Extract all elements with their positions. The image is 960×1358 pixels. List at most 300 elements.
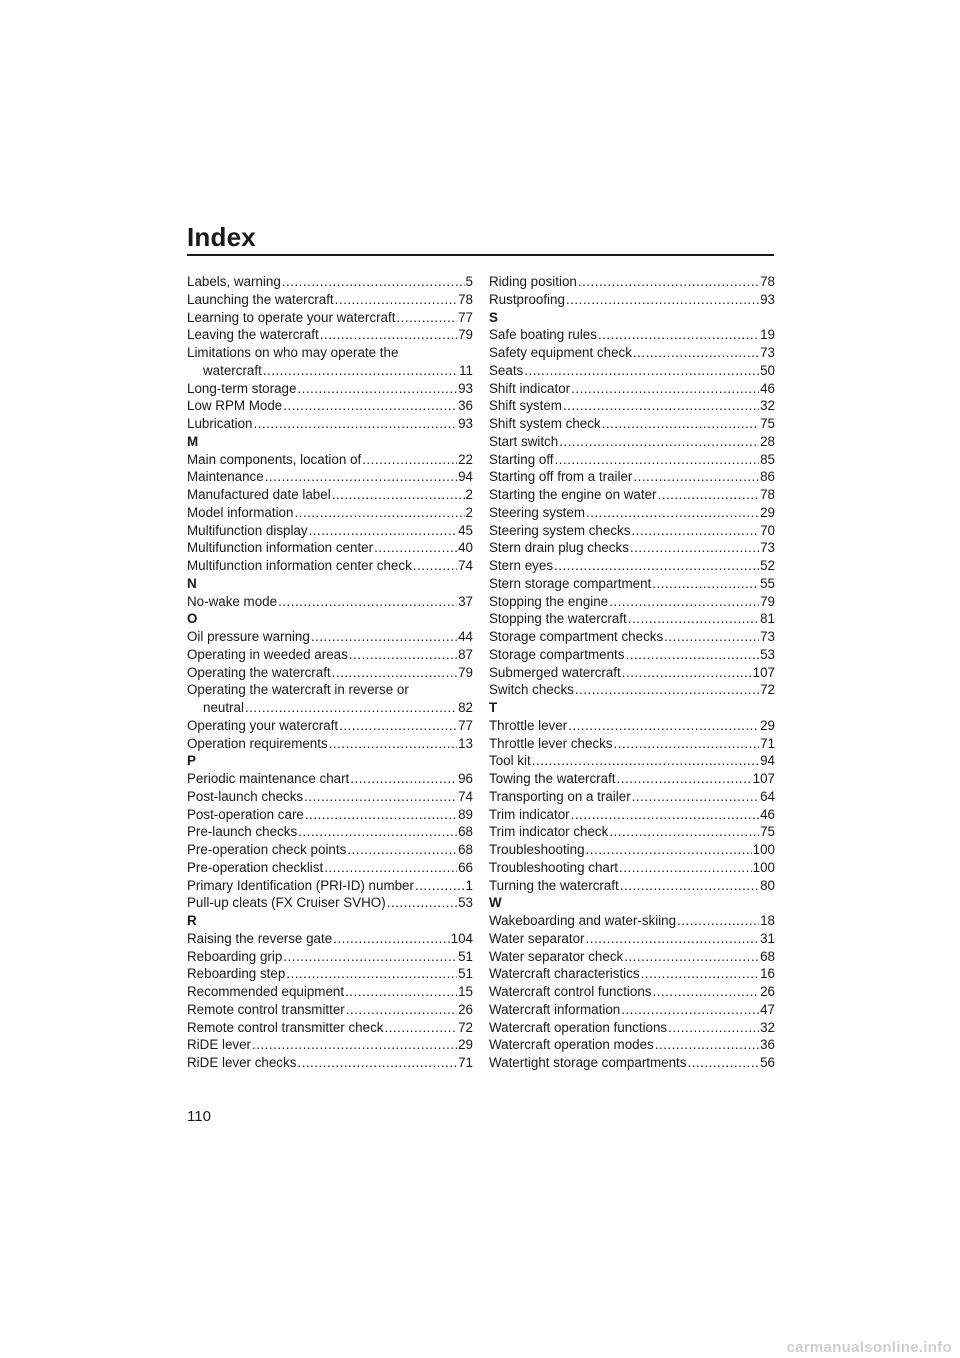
index-entry-page: 26 [760, 984, 775, 999]
index-entry-term: Periodic maintenance chart [187, 771, 350, 786]
dot-leader [347, 841, 457, 859]
index-entry-page: 56 [760, 1055, 775, 1070]
index-entry [489, 557, 775, 575]
index-entry-page: 55 [760, 575, 775, 591]
index-entry-page: 32 [760, 1019, 775, 1035]
dot-leader [254, 415, 458, 433]
index-entry-term: Watercraft control functions [489, 984, 652, 999]
index-entry [489, 380, 775, 398]
index-entry [489, 326, 775, 344]
index-entry [187, 664, 473, 682]
index-entry-term: Long-term storage [187, 380, 297, 396]
dot-leader [630, 539, 759, 557]
index-entry [489, 344, 775, 362]
index-column-left [187, 273, 473, 1072]
index-entry-term: Operating in weeded areas [187, 646, 348, 662]
dot-leader [586, 504, 759, 522]
index-entry-term: Shift indicator [489, 380, 571, 396]
index-section-letter: R [187, 913, 197, 928]
index-entry-page: 96 [458, 771, 473, 786]
index-entry-term: Transporting on a trailer [489, 788, 631, 804]
index-entry [489, 948, 775, 966]
index-entry-term: Manufactured date label [187, 487, 331, 502]
index-entry [187, 1054, 473, 1072]
dot-leader [652, 575, 759, 593]
dot-leader [278, 593, 457, 611]
index-entry-term: watercraft [203, 362, 262, 378]
index-entry-term: Stern drain plug checks [489, 540, 629, 556]
index-entry-page: 73 [760, 345, 775, 360]
index-entry-page: 72 [760, 682, 775, 698]
index-entry-term: Shift system check [489, 416, 601, 431]
index-entry-page: 89 [458, 806, 473, 822]
index-entry-term: Towing the watercraft [489, 771, 616, 786]
index-entry-page: 32 [760, 398, 775, 414]
index-entry-term: Trim indicator [489, 806, 570, 822]
dot-leader [309, 522, 458, 540]
index-entry-page: 28 [760, 433, 775, 449]
index-entry-page: 52 [760, 558, 775, 573]
dot-leader [664, 628, 759, 646]
dot-leader [598, 326, 759, 344]
index-entry-term: Main components, location of [187, 451, 362, 467]
index-section-letter: M [187, 433, 199, 449]
index-entry-term: Learning to operate your watercraft [187, 309, 396, 325]
index-entry-term: Rustproofing [489, 291, 565, 307]
watermark-text: carmanualsonline.info [786, 1339, 952, 1356]
index-entry-term: Turning the watercraft [489, 877, 619, 893]
index-entry-page: 77 [458, 717, 473, 733]
dot-leader [555, 451, 760, 469]
dot-leader [345, 983, 457, 1001]
index-entry-term: Storage compartment checks [489, 629, 664, 644]
index-entry [187, 451, 473, 469]
index-entry [187, 699, 473, 717]
index-entry-term: Pre-operation check points [187, 842, 347, 857]
dot-leader [619, 859, 752, 877]
index-entry-term: Model information [187, 504, 294, 520]
index-entry-term: Watercraft operation functions [489, 1019, 668, 1035]
index-entry-term: RiDE lever [187, 1037, 251, 1053]
index-entry [489, 522, 775, 540]
dot-leader [568, 717, 759, 735]
index-entry [187, 1036, 473, 1054]
index-entry-page: 94 [760, 753, 775, 769]
index-entry [489, 1001, 775, 1019]
index-entry-term: Oil pressure warning [187, 629, 310, 644]
index-entry [489, 859, 775, 877]
dot-leader [578, 273, 759, 291]
index-section-letter: W [489, 895, 502, 911]
index-entry-term: Seats [489, 362, 524, 378]
index-entry-page: 74 [458, 788, 473, 804]
dot-leader [339, 717, 457, 735]
index-entry-term: Low RPM Mode [187, 398, 283, 414]
index-entry [489, 628, 775, 646]
dot-leader [586, 930, 760, 948]
index-entry-term: Troubleshooting [489, 842, 585, 857]
index-entry [187, 291, 473, 309]
index-entry-term: Water separator check [489, 948, 624, 964]
index-entry [187, 628, 473, 646]
dot-leader [609, 593, 759, 611]
page-title: Index [187, 222, 256, 252]
index-entry [187, 415, 473, 433]
index-entry-page: 18 [760, 913, 775, 928]
dot-leader [633, 468, 759, 486]
index-entry [489, 770, 775, 788]
index-entry [489, 841, 775, 859]
dot-leader [614, 735, 760, 753]
index-section-letter: N [187, 575, 197, 591]
dot-leader [617, 770, 752, 788]
index-entry [187, 557, 473, 575]
index-entry-term: Raising the reverse gate [187, 930, 333, 946]
index-entry [489, 912, 775, 930]
index-entry-term: Leaving the watercraft [187, 327, 319, 343]
index-entry-term: Troubleshooting chart [489, 859, 619, 875]
index-entry-term: Pre-launch checks [187, 824, 298, 840]
index-entry [187, 894, 473, 912]
index-entry-page: 78 [760, 274, 775, 289]
index-entry-term: Recommended equipment [187, 984, 345, 999]
dot-leader [622, 664, 752, 682]
dot-leader [265, 468, 457, 486]
index-entry [489, 930, 775, 948]
index-entry [187, 823, 473, 841]
index-entry-page: 82 [458, 700, 473, 715]
dot-leader [283, 397, 457, 415]
dot-leader [586, 841, 752, 859]
index-entry-term: Primary Identification (PRI-ID) number [187, 877, 414, 893]
dot-leader [658, 486, 760, 504]
index-entry-page: 50 [760, 362, 775, 378]
index-entry-term: Stopping the watercraft [489, 611, 627, 627]
dot-leader [621, 1001, 759, 1019]
index-entry-term: Stern eyes [489, 558, 554, 573]
dot-leader [282, 273, 465, 291]
index-entry [187, 468, 473, 486]
dot-leader [329, 735, 457, 753]
index-entry [187, 806, 473, 824]
index-entry-page: 11 [459, 362, 473, 378]
dot-leader [346, 1001, 457, 1019]
index-entry-term: Pull-up cleats (FX Cruiser SVHO) [187, 895, 386, 911]
index-entry [489, 593, 775, 611]
dot-leader [387, 894, 457, 912]
index-entry-page: 79 [760, 593, 775, 609]
index-entry-term: Lubrication [187, 416, 253, 431]
index-entry-page: 79 [458, 327, 473, 343]
dot-leader [653, 983, 760, 1001]
dot-leader [628, 610, 759, 628]
index-entry-page: 64 [760, 788, 775, 804]
dot-leader [362, 451, 457, 469]
index-entry [489, 717, 775, 735]
dot-leader [668, 1019, 759, 1037]
index-entry [489, 362, 775, 380]
index-entry-page: 78 [458, 291, 473, 307]
index-entry-page: 87 [458, 646, 473, 662]
index-entry-page: 36 [458, 398, 473, 414]
index-entry-term: Storage compartments [489, 646, 625, 662]
index-entry [489, 610, 775, 628]
index-entry-page: 44 [458, 629, 473, 644]
index-entry-page: 68 [760, 948, 775, 964]
index-section-letter: O [187, 611, 198, 627]
index-entry-page: 104 [450, 930, 473, 946]
index-entry-page: 93 [458, 416, 473, 431]
dot-leader [332, 486, 465, 504]
page-number: 110 [187, 1108, 211, 1125]
index-entry-page: 37 [458, 593, 473, 609]
index-entry [187, 522, 473, 540]
dot-leader [677, 912, 759, 930]
index-entry-page: 79 [458, 664, 473, 680]
index-entry-page: 45 [458, 522, 473, 538]
dot-leader [571, 806, 759, 824]
index-entry-page: 73 [760, 540, 775, 556]
dot-leader [384, 1019, 457, 1037]
index-entry-page: 74 [458, 558, 473, 573]
index-entry [489, 575, 775, 593]
index-entry-page: 51 [458, 966, 473, 982]
dot-leader [687, 1054, 759, 1072]
index-entry-text: Operating the watercraft in reverse or [187, 682, 409, 698]
dot-leader [324, 859, 457, 877]
index-entry-term: Trim indicator check [489, 824, 609, 840]
index-entry [489, 788, 775, 806]
index-entry [489, 291, 775, 309]
index-entry [489, 646, 775, 664]
index-entry-term: Stern storage compartment [489, 575, 652, 591]
dot-leader [297, 1054, 457, 1072]
dot-leader [609, 823, 759, 841]
dot-leader [252, 1036, 457, 1054]
index-entry-page: 100 [752, 859, 775, 875]
index-entry [187, 380, 473, 398]
dot-leader [655, 1036, 759, 1054]
dot-leader [633, 344, 759, 362]
index-entry [187, 309, 473, 327]
index-entry-term: Water separator [489, 930, 585, 946]
index-entry-page: 26 [458, 1001, 473, 1017]
index-entry [187, 788, 473, 806]
index-entry-term: Labels, warning [187, 274, 281, 289]
index-entry-term: Remote control transmitter check [187, 1019, 384, 1035]
index-entry-term: neutral [203, 700, 244, 715]
dot-leader [415, 877, 465, 895]
index-entry [187, 486, 473, 504]
dot-leader [263, 362, 458, 380]
index-entry-page: 53 [760, 646, 775, 662]
index-entry-term: Shift system [489, 398, 562, 414]
dot-leader [305, 806, 457, 824]
index-entry-term: Riding position [489, 274, 577, 289]
index-entry-page: 75 [760, 416, 775, 431]
index-entry-term: No-wake mode [187, 593, 278, 609]
index-entry-term: Launching the watercraft [187, 291, 334, 307]
index-entry-term: Throttle lever checks [489, 735, 613, 751]
index-entry-term: Watercraft operation modes [489, 1037, 654, 1053]
index-entry-term: Steering system [489, 504, 586, 520]
index-entry-term: Remote control transmitter [187, 1001, 345, 1017]
index-entry [489, 539, 775, 557]
index-entry-term: Multifunction information center check [187, 558, 412, 573]
index-entry-term: Wakeboarding and water-skiing [489, 913, 677, 928]
index-entry-term: Safety equipment check [489, 345, 632, 360]
index-entry-page: 15 [458, 984, 473, 999]
index-entry-term: Post-operation care [187, 806, 304, 822]
index-entry [187, 273, 473, 291]
index-entry-page: 85 [760, 451, 775, 467]
index-entry-term: Reboarding step [187, 966, 286, 982]
index-entry [187, 539, 473, 557]
index-entry-page: 86 [760, 469, 775, 485]
dot-leader [602, 415, 759, 433]
index-entry-page: 73 [760, 629, 775, 644]
index-entry-term: Stopping the engine [489, 593, 609, 609]
index-entry [187, 504, 473, 522]
index-entry-page: 78 [760, 487, 775, 502]
index-entry [187, 877, 473, 895]
index-entry [489, 806, 775, 824]
dot-leader [283, 948, 457, 966]
index-entry-page: 75 [760, 824, 775, 840]
index-entry-term: Watercraft information [489, 1001, 621, 1017]
index-entry-page: 93 [760, 291, 775, 307]
index-entry [489, 877, 775, 895]
index-entry-page: 2 [465, 504, 473, 520]
index-entry-page: 77 [458, 309, 473, 325]
dot-leader [413, 557, 457, 575]
index-entry [187, 948, 473, 966]
dot-leader [294, 504, 464, 522]
index-entry-term: Operation requirements [187, 735, 328, 751]
index-entry-term: Starting off [489, 451, 554, 467]
dot-leader [532, 752, 759, 770]
index-entry [489, 433, 775, 451]
dot-leader [245, 699, 457, 717]
index-entry [187, 965, 473, 983]
dot-leader [620, 877, 759, 895]
dot-leader [320, 326, 457, 344]
index-entry-page: 81 [760, 611, 775, 627]
index-entry [489, 735, 775, 753]
index-entry [187, 326, 473, 344]
index-entry [489, 664, 775, 682]
dot-leader [631, 522, 759, 540]
index-entry-page: 46 [760, 380, 775, 396]
index-entry [187, 859, 473, 877]
index-entry [187, 735, 473, 753]
index-entry-page: 53 [458, 895, 473, 911]
index-entry-page: 22 [458, 451, 473, 467]
dot-leader [304, 788, 457, 806]
index-entry-term: Switch checks [489, 682, 574, 698]
index-entry-page: 29 [760, 717, 775, 733]
index-entry-term: Operating your watercraft [187, 717, 339, 733]
index-entry [489, 486, 775, 504]
index-entry-page: 46 [760, 806, 775, 822]
index-entry [489, 823, 775, 841]
index-entry-term: Start switch [489, 433, 559, 449]
index-entry-page: 19 [760, 327, 775, 343]
index-entry [489, 468, 775, 486]
index-entry-page: 2 [465, 487, 473, 502]
index-entry [187, 1019, 473, 1037]
index-entry-page: 80 [760, 877, 775, 893]
index-entry [187, 770, 473, 788]
index-entry-page: 100 [752, 842, 775, 857]
index-entry-term: Starting off from a trailer [489, 469, 633, 485]
index-entry-term: Pre-operation checklist [187, 859, 324, 875]
index-entry-term: Operating the watercraft [187, 664, 331, 680]
index-entry-text: Limitations on who may operate the [187, 345, 399, 360]
index-entry-page: 107 [752, 771, 775, 786]
index-entry [489, 415, 775, 433]
index-entry-term: Maintenance [187, 469, 264, 485]
index-entry-page: 29 [458, 1037, 473, 1053]
index-entry-page: 93 [458, 380, 473, 396]
index-entry-page: 71 [760, 735, 775, 751]
index-section-letter: T [489, 700, 498, 715]
index-entry [187, 362, 473, 380]
index-entry-page: 1 [465, 877, 473, 893]
dot-leader [286, 965, 457, 983]
index-entry-page: 68 [458, 842, 473, 857]
index-entry-term: Multifunction display [187, 522, 308, 538]
index-entry-term: Watercraft characteristics [489, 966, 640, 982]
index-entry-page: 72 [458, 1019, 473, 1035]
dot-leader [374, 539, 457, 557]
dot-leader [298, 823, 457, 841]
index-column-right [489, 273, 775, 1072]
index-entry [489, 397, 775, 415]
index-entry [489, 273, 775, 291]
index-entry [489, 1054, 775, 1072]
index-entry-page: 47 [760, 1001, 775, 1017]
dot-leader [641, 965, 760, 983]
dot-leader [571, 380, 759, 398]
index-entry-term: Watertight storage compartments [489, 1055, 687, 1070]
index-entry [489, 752, 775, 770]
index-entry-term: Tool kit [489, 753, 531, 769]
index-section-letter: P [187, 753, 196, 769]
index-entry-page: 70 [760, 522, 775, 538]
index-entry [187, 841, 473, 859]
index-entry-term: RiDE lever checks [187, 1055, 297, 1070]
index-entry [489, 965, 775, 983]
dot-leader [563, 397, 759, 415]
index-section-letter: S [489, 309, 498, 325]
index-entry-page: 71 [458, 1055, 473, 1070]
index-entry-term: Steering system checks [489, 522, 631, 538]
index-entry [187, 983, 473, 1001]
dot-leader [333, 930, 450, 948]
index-entry-page: 36 [760, 1037, 775, 1053]
index-entry [489, 451, 775, 469]
index-entry [489, 681, 775, 699]
index-entry-page: 40 [458, 540, 473, 556]
index-entry-page: 66 [458, 859, 473, 875]
dot-leader [335, 291, 457, 309]
dot-leader [396, 309, 457, 327]
dot-leader [554, 557, 759, 575]
index-entry-page: 5 [465, 274, 473, 289]
index-entry-term: Multifunction information center [187, 540, 374, 556]
index-entry-page: 107 [752, 664, 775, 680]
